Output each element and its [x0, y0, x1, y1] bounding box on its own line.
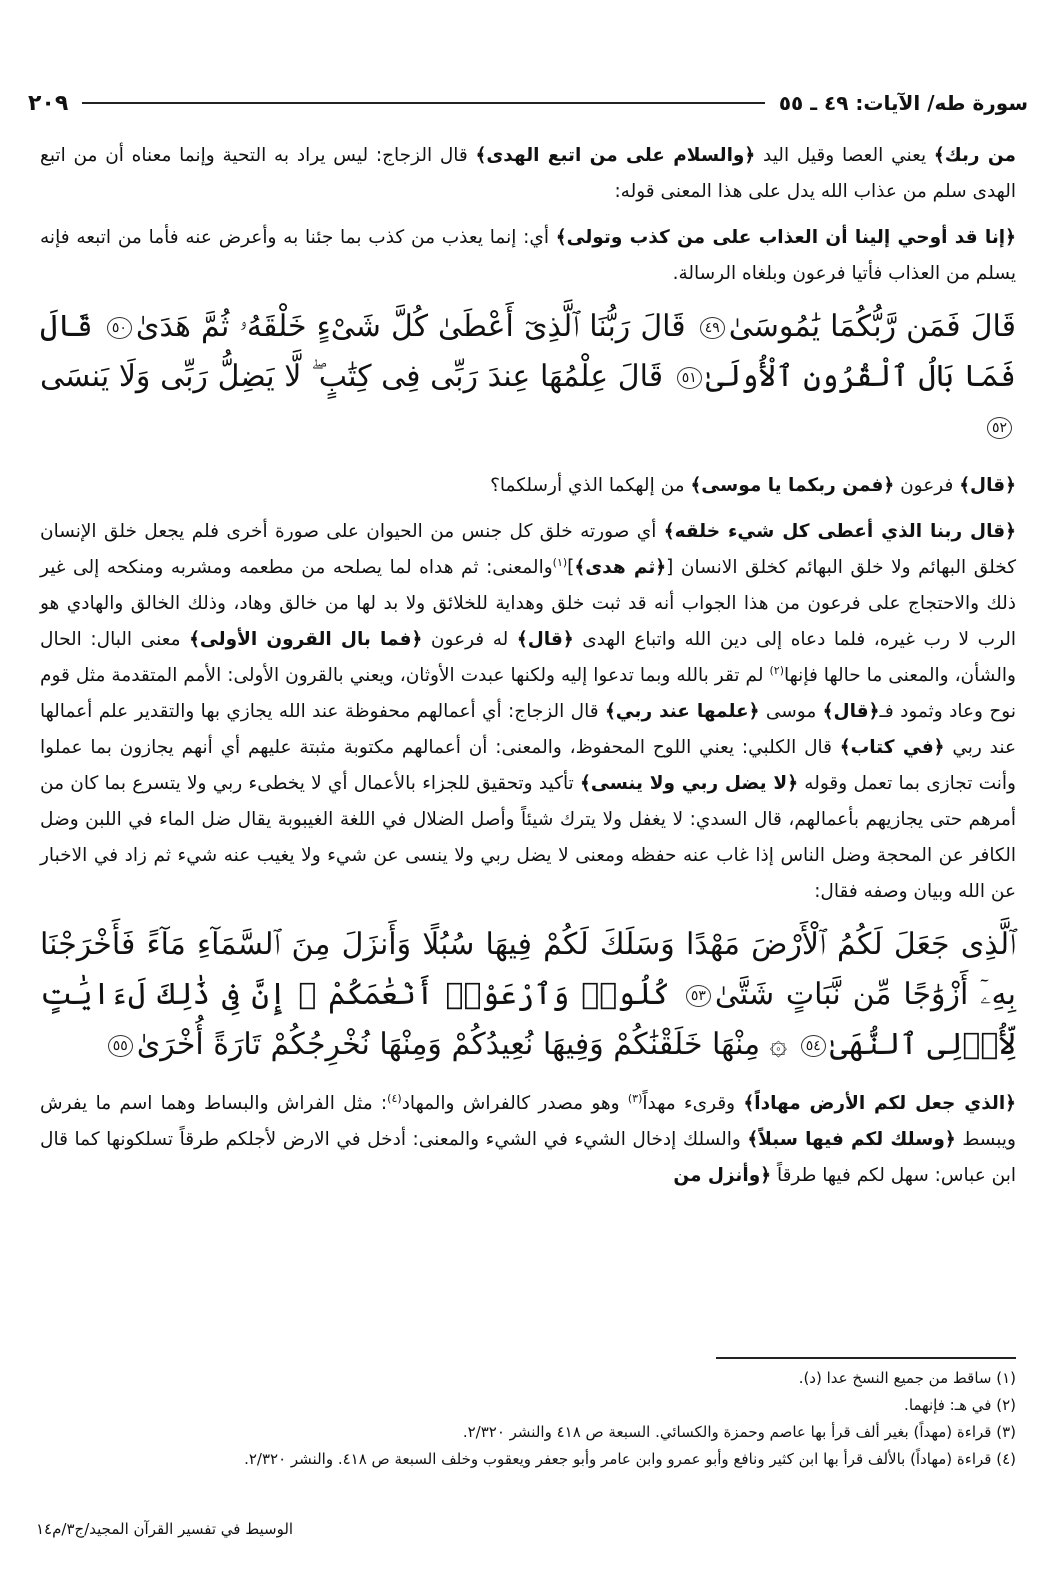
- text-run: قال الزجاج: أي أعمالهم محفوظة عند الله يجازي بها والتقدير علم أعمالها عند ربي: [40, 701, 1016, 758]
- paragraph-3: [40, 468, 1016, 504]
- ayah-number-marker: ٥٠: [107, 317, 132, 339]
- ayah-number-marker: ٥٤: [801, 1035, 826, 1057]
- text-run: لم تقر بالله وبما تدعوا إليه ولكنها عبدت الأوثان، ويعني بالقرون الأولى: الأمم المتقدمة مثل قوم نوح وعاد وثمود فـ: [40, 665, 1016, 722]
- quoted-verse-text: ﴿الذي جعل لكم الأرض مهاداً﴾: [743, 1093, 1017, 1114]
- text-run: والمعنى: ثم هداه لما يصلحه من مطعمه ومشربه ومنكحه إلى غير ذلك والاحتجاج على فرعون من هذا الجواب أنه قد ثبت خلق وهداية للخلائق ولا بد لها من خالق وهاد، وذلك الخالق والهادي هو الرب لا رب غيره، فلما دعاه إلى دين الله واتباع الهدى: [40, 557, 1017, 650]
- surah-heading: سورة طه/ الآيات: ٤٩ ـ ٥٥: [778, 91, 1028, 115]
- text-run: ٱلَّذِى جَعَلَ لَكُمُ ٱلْأَرْضَ مَهْدًا وَسَلَكَ لَكُمْ فِيهَا سُبُلًا وَأَنزَلَ مِنَ ٱلسَّمَآءِ مَآءً فَأَخْرَجْنَا بِهِۦٓ أَزْوَٰجًا مِّن نَّبَاتٍ شَتَّىٰ: [40, 927, 1016, 1012]
- quoted-verse-text: ﴿قال﴾: [959, 475, 1016, 496]
- text-run: وهو مصدر كالفراش والمهاد: [401, 1093, 628, 1114]
- footnote-3: (٣) قراءة (مهداً) بغير ألف قرأ بها عاصم وحمزة والكسائي. السبعة ص ٤١٨ والنشر ٢/٣٢٠.: [462, 1423, 1016, 1441]
- text-run: من إلهكما الذي أرسلكما؟: [490, 475, 691, 496]
- text-run: قال الزجاج: ليس يراد به التحية وإنما معناه أن من اتبع الهدى سلم من عذاب الله يدل على هذا المعنى قوله:: [40, 145, 1016, 202]
- quoted-verse-text: من ربك﴾: [933, 145, 1016, 166]
- footnote-rule: [716, 1357, 1016, 1359]
- text-run: تأكيد وتحقيق للجزاء بالأعمال أي لا يخطىء ربي ولا يتسرع بما كان من أمرهم حتى يجازيهم بأعمالهم، قال السدي: لا يغفل ولا يترك شيئاً وأصل الضلال في اللغة الغيبوبة يقال ضل الماء في اللبن وضل الكافر عن المحجة وضل الناس إذا غاب عنه حفظه ومعنى لا يضل ربي ولا ينسى عن شيء ولا يغيب عنه شيء ثم زاد في الاخبار عن الله وبيان وصفه فقال:: [40, 773, 1016, 902]
- quran-verses-53-55: [40, 920, 1016, 1070]
- text-run: يعني العصا وقيل اليد: [755, 145, 934, 166]
- quoted-verse-text: ﴿وأنزل من: [673, 1165, 772, 1186]
- footnote-marker: (٤): [387, 1091, 402, 1105]
- quoted-verse-text: ﴿إنا قد أوحي إلينا أن العذاب على من كذب وتولى﴾: [555, 227, 1016, 248]
- ayah-number-marker: ٥١: [677, 367, 702, 389]
- text-run: : مثل الفراش والبساط وهما اسم ما يفرش ويبسط: [40, 1093, 1016, 1150]
- quoted-verse-text: ﴿ثم هدى﴾: [574, 557, 667, 578]
- page-header: [28, 86, 1028, 120]
- footnote-1: (١) ساقط من جميع النسخ عدا (د).: [798, 1369, 1016, 1387]
- paragraph-5: [40, 1086, 1016, 1194]
- paragraph-1: [40, 138, 1016, 210]
- ayah-number-marker: ٤٩: [700, 317, 725, 339]
- text-run: ۞ مِنْهَا خَلَقْنَٰكُمْ وَفِيهَا نُعِيدُكُمْ وَمِنْهَا نُخْرِجُكُمْ تَارَةً أُخْرَىٰ: [136, 1027, 788, 1062]
- paragraph-2: [40, 220, 1016, 292]
- text-run: فرعون: [894, 475, 960, 496]
- quoted-verse-text: ﴿علمها عند ربي﴾: [604, 701, 760, 722]
- header-rule: [82, 102, 765, 104]
- footnote-marker: (٣): [627, 1091, 643, 1105]
- text-run: قَالَ فَمَن رَّبُّكُمَا يَٰمُوسَىٰ: [728, 309, 1016, 344]
- quoted-verse-text: ﴿قال﴾: [822, 701, 880, 722]
- quoted-verse-text: ﴿قال ربنا الذي أعطى كل شيء خلقه﴾: [663, 521, 1016, 542]
- text-run: والسلك إدخال الشيء في الشيء والمعنى: أدخل في الارض لأجلكم طرقاً تسلكونها كما قال ابن عباس: سهل لكم فيها طرقاً: [40, 1129, 1016, 1186]
- text-run: له فرعون: [422, 629, 517, 650]
- ayah-number-marker: ٥٣: [686, 985, 711, 1007]
- quoted-verse-text: ﴿وسلك لكم فيها سبلاً﴾: [747, 1129, 956, 1150]
- footnote-marker: (٢): [769, 663, 784, 677]
- quoted-verse-text: ﴿لا يضل ربي ولا ينسى﴾: [580, 773, 799, 794]
- text-run: وقرىء مهداً: [642, 1093, 744, 1114]
- quoted-verse-text: ﴿فما بال القرون الأولى﴾: [189, 629, 423, 650]
- text-run: أي صورته خلق كل جنس من الحيوان على صورة أخرى فلم يجعل خلق الإنسان كخلق البهائم ولا خلق البهائم كخلق الانسان [: [40, 521, 1017, 578]
- text-run: أي: إنما يعذب من كذب بما جئنا به وأعرض عنه فأما من اتبعه فإنه يسلم من العذاب فأتيا فرعون وبلغاه الرسالة.: [40, 227, 1016, 284]
- text-run: كُلُوا۟ وَٱرْعَوْا۟ أَنْعَٰمَكُمْ ۗ إِنَّ فِى ذَٰلِكَ لَءَايَٰتٍ لِّأُو۟لِى ٱلنُّهَىٰ: [40, 977, 1016, 1062]
- text-run: قَالَ رَبُّنَا ٱلَّذِىٓ أَعْطَىٰ كُلَّ شَىْءٍ خَلْقَهُۥ ثُمَّ هَدَىٰ: [135, 309, 686, 344]
- ayah-number-marker: ٥٢: [987, 417, 1012, 439]
- quran-verses-49-52: [40, 302, 1016, 452]
- footnote-4: (٤) قراءة (مهاداً) بالألف قرأ بها ابن كثير ونافع وأبو عمرو وابن عامر وأبو جعفر ويعقوب وخلف السبعة ص ٤١٨. والنشر ٢/٣٢٠.: [244, 1450, 1016, 1468]
- ayah-number-marker: ٥٥: [108, 1035, 133, 1057]
- quoted-verse-text: ﴿في كتاب﴾: [839, 737, 945, 758]
- paragraph-4: [40, 514, 1016, 910]
- text-run: موسى: [759, 701, 823, 722]
- footnotes: [40, 1365, 1016, 1473]
- quoted-verse-text: ﴿فمن ربكما يا موسى﴾: [690, 475, 895, 496]
- text-run: ]: [567, 557, 575, 578]
- text-run: قَالَ فَمَا بَالُ ٱلْقُرُونِ ٱلْأُولَىٰ: [40, 309, 1016, 394]
- quoted-verse-text: ﴿والسلام على من اتبع الهدى﴾: [475, 145, 756, 166]
- text-run: معنى البال: الحال والشأن، والمعنى ما حالها فإنها: [40, 629, 1016, 686]
- quoted-verse-text: ﴿قال﴾: [516, 629, 574, 650]
- text-run: قال الكلبي: يعني اللوح المحفوظ، والمعنى: أن أعمالهم مكتوبة مثبتة عليهم أي أنهم يجازون بما عملوا وأنت تجازى بما تعمل وقوله: [40, 737, 1016, 794]
- volume-reference: الوسيط في تفسير القرآن المجيد/ج٣/م١٤: [36, 1520, 294, 1538]
- page-number: ٢٠٩: [28, 90, 69, 116]
- footnote-marker: (١): [552, 555, 568, 569]
- text-run: قَالَ عِلْمُهَا عِندَ رَبِّى فِى كِتَٰبٍ ۖ لَّا يَضِلُّ رَبِّى وَلَا يَنسَى: [40, 359, 664, 394]
- page-body: [40, 138, 1016, 1204]
- footnote-2: (٢) في هـ: فإنهما.: [904, 1396, 1016, 1414]
